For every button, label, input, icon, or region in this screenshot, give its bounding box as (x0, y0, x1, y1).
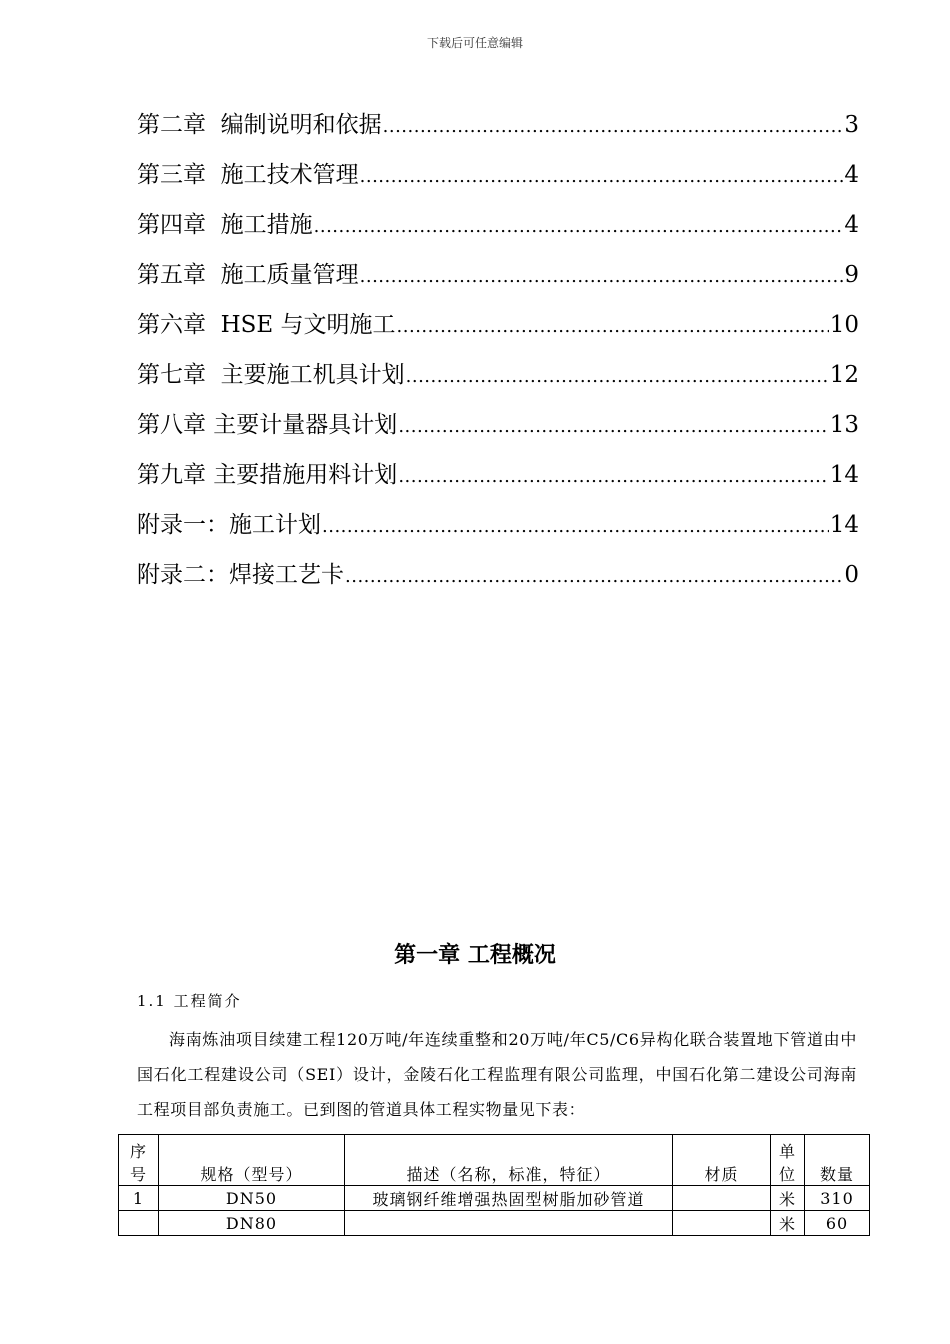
toc-entry-title: 第四章 施工措施 (137, 212, 313, 238)
toc-leader-dots (383, 105, 844, 149)
header-cell-qty: 数量 (805, 1135, 870, 1186)
table-row (119, 1211, 870, 1236)
toc-entry[interactable] (137, 203, 859, 253)
cell-material (673, 1211, 771, 1236)
toc-entry-page: 10 (829, 312, 859, 338)
toc-entry[interactable] (137, 253, 859, 303)
header-cell-spec: 规格（型号） (159, 1135, 345, 1186)
toc-entry-title: 第五章 施工质量管理 (137, 262, 359, 288)
toc-entry[interactable] (137, 353, 859, 403)
toc-entry-title: 第六章 HSE 与文明施工 (137, 312, 396, 338)
header-cell-desc: 描述（名称，标准，特征） (345, 1135, 673, 1186)
toc-entry-page: 0 (844, 562, 859, 588)
cell-material (673, 1186, 771, 1211)
toc-leader-dots (406, 355, 829, 399)
section-title: 1.1 工程简介 (137, 992, 242, 1010)
cell-unit: 米 (771, 1186, 805, 1211)
toc-entry-page: 4 (844, 162, 859, 188)
toc-entry[interactable] (137, 103, 859, 153)
toc-leader-dots (345, 555, 843, 599)
toc-entry-page: 14 (829, 462, 859, 488)
toc-entry-page: 9 (844, 262, 859, 288)
toc-entry[interactable] (137, 553, 859, 603)
toc-entry[interactable] (137, 153, 859, 203)
page-header: 下载后可任意编辑 (426, 36, 523, 50)
toc-leader-dots (314, 205, 844, 249)
table-row (119, 1186, 870, 1211)
cell-desc (345, 1211, 673, 1236)
toc-entry-title: 第七章 主要施工机具计划 (137, 362, 405, 388)
toc-leader-dots (397, 305, 829, 349)
cell-qty: 310 (805, 1186, 870, 1211)
toc-leader-dots (398, 405, 828, 449)
cell-no (119, 1211, 159, 1236)
toc-entry-page: 3 (844, 112, 859, 138)
cell-unit: 米 (771, 1211, 805, 1236)
cell-desc: 玻璃钢纤维增强热固型树脂加砂管道 (345, 1186, 673, 1211)
toc-entry-title: 附录一：施工计划 (137, 512, 321, 538)
toc-entry-title: 第二章 编制说明和依据 (137, 112, 382, 138)
header-cell-no: 序 号 (119, 1135, 159, 1186)
toc-entry[interactable] (137, 503, 859, 553)
toc-entry-title: 附录二：焊接工艺卡 (137, 562, 344, 588)
toc-entry-title: 第九章 主要措施用料计划 (137, 462, 398, 488)
cell-qty: 60 (805, 1211, 870, 1236)
toc-entry[interactable] (137, 453, 859, 503)
cell-spec: DN50 (159, 1186, 345, 1211)
cell-no: 1 (119, 1186, 159, 1211)
toc-entry-title: 第三章 施工技术管理 (137, 162, 359, 188)
toc-entry[interactable] (137, 403, 859, 453)
table-of-contents (137, 103, 859, 603)
intro-paragraph: 海南炼油项目续建工程120万吨/年连续重整和20万吨/年C5/C6异构化联合装置地下管道由中国石化工程建设公司（SEI）设计，金陵石化工程监理有限公司监理，中国石化第二建设公司海南工程项目部负责施工。已到图的管道具体工程实物量见下表： (137, 1030, 857, 1119)
toc-leader-dots (360, 155, 844, 199)
table-header-row (119, 1135, 870, 1186)
toc-entry-page: 4 (844, 212, 859, 238)
header-cell-unit: 单 位 (771, 1135, 805, 1186)
toc-entry-page: 12 (829, 362, 859, 388)
toc-entry-page: 14 (829, 512, 859, 538)
cell-spec: DN80 (159, 1211, 345, 1236)
toc-leader-dots (360, 255, 844, 299)
toc-leader-dots (398, 455, 828, 499)
toc-leader-dots (322, 505, 829, 549)
chapter-title: 第一章 工程概况 (394, 943, 556, 968)
header-cell-material: 材质 (673, 1135, 771, 1186)
materials-table (118, 1134, 870, 1236)
toc-entry-page: 13 (829, 412, 859, 438)
toc-entry-title: 第八章 主要计量器具计划 (137, 412, 398, 438)
toc-entry[interactable] (137, 303, 859, 353)
